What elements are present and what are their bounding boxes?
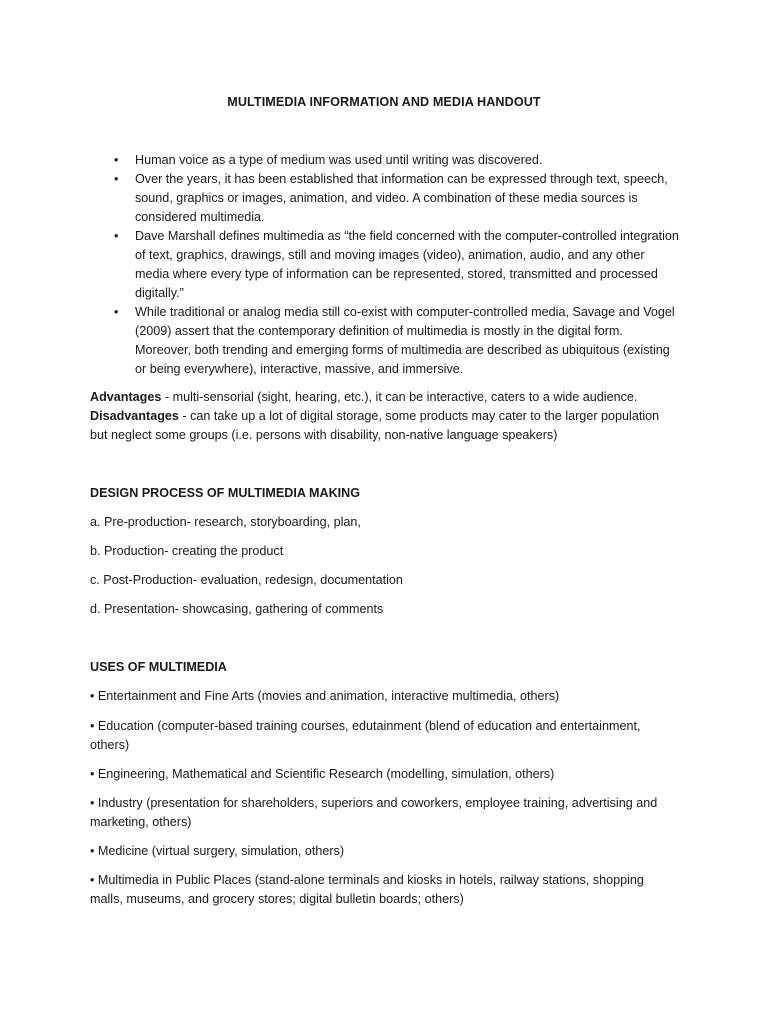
- intro-bullet-text: While traditional or analog media still co-exist with computer-controlled media, Savage and Vogel (2009) assert that the contemporary definition of multimedia is mostly in the digital form. Moreover, both trending and emerging forms of multimedia are described as ubiquitous (existing or being everywhere), interactive, massive, and immersive.: [135, 305, 675, 376]
- intro-bullet-list: [90, 151, 680, 379]
- design-process-heading: DESIGN PROCESS OF MULTIMEDIA MAKING: [90, 486, 361, 500]
- intro-bullet-item: [90, 170, 680, 227]
- intro-bullet-item: [90, 303, 680, 379]
- bullet-icon: •: [114, 153, 119, 167]
- design-step: d. Presentation- showcasing, gathering of comments: [90, 602, 384, 616]
- uses-item: • Engineering, Mathematical and Scientific Research (modelling, simulation, others): [90, 767, 555, 781]
- uses-item: • Medicine (virtual surgery, simulation, others): [90, 844, 345, 858]
- bullet-icon: •: [114, 172, 119, 186]
- advantages-text: - multi-sensorial (sight, hearing, etc.), it can be interactive, caters to a wide audience.: [161, 390, 638, 404]
- intro-bullet-item: [90, 151, 680, 170]
- intro-bullet-item: [90, 227, 680, 303]
- design-step: b. Production- creating the product: [90, 544, 284, 558]
- advantages-label: Advantages: [90, 390, 162, 404]
- bullet-icon: •: [114, 305, 119, 319]
- design-step: c. Post-Production- evaluation, redesign, documentation: [90, 573, 403, 587]
- uses-item: • Education (computer-based training courses, edutainment (blend of education and entertainment, others): [90, 719, 641, 752]
- uses-item: • Multimedia in Public Places (stand-alone terminals and kiosks in hotels, railway stations, shopping malls, museums, and grocery stores; digital bulletin boards; others): [90, 873, 644, 906]
- uses-heading: USES OF MULTIMEDIA: [90, 660, 227, 674]
- advantages-line: [90, 388, 680, 407]
- uses-item: • Entertainment and Fine Arts (movies and animation, interactive multimedia, others): [90, 689, 560, 703]
- disadvantages-label: Disadvantages: [90, 409, 179, 423]
- disadvantages-line: [90, 407, 680, 445]
- uses-item: • Industry (presentation for shareholders, superiors and coworkers, employee training, advertising and marketing, others): [90, 796, 658, 829]
- intro-bullet-text: Human voice as a type of medium was used until writing was discovered.: [135, 153, 543, 167]
- design-step: a. Pre-production- research, storyboarding, plan,: [90, 515, 361, 529]
- bullet-icon: •: [114, 229, 119, 243]
- disadvantages-text: - can take up a lot of digital storage, some products may cater to the larger population but neglect some groups (i.e. persons with disability, non-native language speakers): [90, 409, 660, 442]
- intro-bullet-text: Dave Marshall defines multimedia as “the field concerned with the computer-controlled integration of text, graphics, drawings, still and moving images (video), animation, audio, and any other media where every type of information can be represented, stored, transmitted and processed digitally.”: [135, 229, 679, 300]
- intro-bullet-text: Over the years, it has been established that information can be expressed through text, speech, sound, graphics or images, animation, and video. A combination of these media sources is considered multimedia.: [135, 172, 668, 224]
- document-title: MULTIMEDIA INFORMATION AND MEDIA HANDOUT: [227, 95, 541, 109]
- advantages-block: [90, 388, 680, 445]
